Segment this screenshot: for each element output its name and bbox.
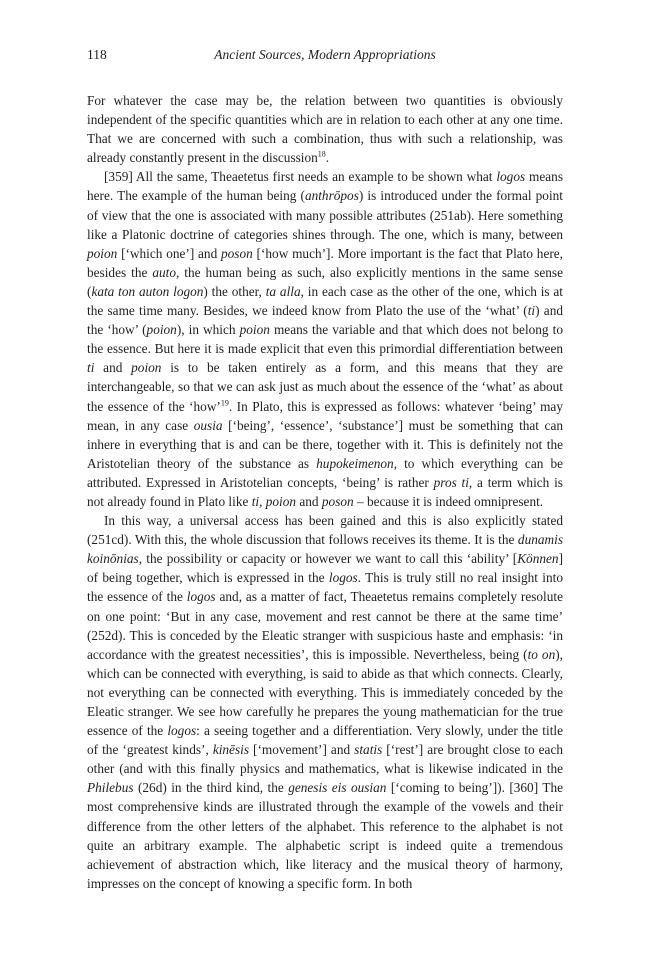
- text-run: and: [94, 360, 132, 376]
- italic-term: logos: [496, 169, 526, 185]
- text-run: . In Plato, this is expressed as follows: whatever ‘being’ may mean, in any case: [87, 398, 563, 433]
- text-run: ,: [259, 493, 266, 509]
- body-text: [87, 91, 563, 893]
- italic-term: logos: [186, 589, 216, 605]
- text-run: and: [296, 493, 322, 509]
- text-run: ), which can be connected with everything, is said to abide as that which connects. Clearly, not everything can be connected with everything. This is immediately conceded by the Eleatic stranger. We see how carefully he prepares the young mathematician for the true essence of the: [87, 646, 563, 739]
- text-run: and, as a matter of fact, Theaetetus remains completely resolute on one point: ‘But in any case, movement and rest cannot be there at the same time’ (252d). This is conceded by the Eleatic stranger with suspicious haste and emphasis: ‘in accordance with the greatest necessities’, this is impossible. Nevertheless, being (: [87, 589, 563, 662]
- italic-term: poion: [131, 360, 162, 376]
- italic-term: dunamis koinōnias: [87, 532, 563, 567]
- italic-term: poion: [146, 322, 177, 338]
- text-run: [‘how much’]. More important is the fact that Plato here, besides the: [87, 245, 563, 280]
- italic-term: ta alla: [265, 283, 301, 299]
- paragraph: [87, 167, 563, 511]
- text-run: – because it is indeed omnipresent.: [353, 493, 544, 509]
- running-header: [87, 46, 563, 64]
- text-run: , the possibility or capacity or however we want to call this ‘ability’ [: [138, 551, 518, 567]
- italic-term: Philebus: [87, 780, 134, 796]
- text-run: ) the other,: [203, 283, 266, 299]
- italic-term: hupokeimenon: [316, 455, 394, 471]
- text-run: , to which everything can be attributed. Expressed in Aristotelian concepts, ‘being’ is rather: [87, 455, 563, 490]
- text-run: ), in which: [176, 322, 240, 338]
- italic-term: poion: [239, 322, 270, 338]
- italic-term: ti: [87, 360, 95, 376]
- italic-term: ousia: [193, 417, 223, 433]
- italic-term: ti: [527, 303, 536, 319]
- text-run: [359] All the same, Theaetetus first needs an example to be shown what: [104, 169, 497, 185]
- text-run: : a seeing together and a differentiation. Very slowly, under the title of the ‘greatest kinds’,: [87, 723, 563, 758]
- italic-term: poson: [221, 245, 253, 261]
- running-title: Ancient Sources, Modern Appropriations: [214, 47, 436, 62]
- text-run: means the variable and that which does not belong to the essence. But here it is made explicit that even this primordial differentiation between: [87, 322, 563, 357]
- italic-term: poion: [87, 245, 118, 261]
- page-number: 118: [87, 47, 107, 62]
- text-run: ) is introduced under the formal point of view that the one is associated with many possible attributes (251ab). Here something like a Platonic doctrine of categories shines through. The one, which is many, between: [87, 188, 563, 242]
- text-run: [‘movement’] and: [249, 742, 355, 758]
- italic-term: kata ton auton logon: [91, 283, 204, 299]
- paragraph: [87, 511, 563, 893]
- text-run: . This is truly still no real insight into the essence of the: [87, 570, 563, 605]
- text-run: [‘coming to being’]). [360] The most comprehensive kinds are illustrated through the example of the vowels and their difference from the other letters of the alphabet. This reference to the alphabet is not quite an arbitrary example. The alphabetic script is indeed quite a tremendous achievement of abstraction which, like literacy and the musical theory of harmony, impresses on the concept of knowing a specific form. In both: [87, 780, 563, 891]
- text-run: , in each case as the other of the one, which is at the same time many. Besides, we indeed know from Plato the use of the ‘what’ (: [87, 283, 564, 319]
- text-run: [‘which one’] and: [117, 245, 221, 261]
- text-run: , a term which is not already found in Plato like: [87, 474, 563, 509]
- text-run: ] of being together, which is expressed in the: [87, 551, 563, 586]
- text-run: [‘being’, ‘essence’, ‘substance’] must be something that can inhere in everything that is and can be there, together with it. This is definitely not the Aristotelian theory of the substance as: [87, 417, 563, 471]
- italic-term: Können: [517, 551, 559, 567]
- paragraph: [87, 91, 563, 167]
- footnote-marker: 19: [220, 398, 229, 408]
- text-run: is to be taken entirely as a form, and this means that they are interchangeable, so that we can ask just as much about the essence of the ‘what’ as about the essence of the ‘how’: [87, 360, 563, 414]
- footnote-marker: 18: [317, 149, 326, 159]
- text-run: [‘rest’] are brought close to each other (and with this finally physics and mathematics, what is likewise indicated in the: [87, 742, 563, 777]
- italic-term: ti: [251, 493, 260, 509]
- italic-term: logos: [328, 570, 358, 586]
- text-run: (26d) in the third kind, the: [133, 780, 289, 796]
- italic-term: auto: [152, 264, 176, 280]
- text-run: .: [325, 150, 330, 166]
- italic-term: pros ti: [433, 474, 469, 490]
- italic-term: genesis eis ousian: [288, 780, 387, 796]
- text-run: In this way, a universal access has been gained and this is also explicitly stated (251cd). With this, the whole discussion that follows receives its theme. It is the: [87, 513, 563, 548]
- italic-term: poion: [265, 493, 297, 509]
- text-run: ) and the ‘how’ (: [87, 303, 563, 338]
- text-run: means here. The example of the human being (: [87, 169, 563, 204]
- text-run: For whatever the case may be, the relation between two quantities is obviously independent of the specific quantities which are in relation to each other at any one time. That we are concerned with such a combination, thus with such a relationship, was already constantly present in the discussion: [87, 93, 563, 166]
- italic-term: anthrōpos: [304, 188, 359, 204]
- text-run: , the human being as such, also explicitly mentions in the same sense (: [87, 264, 563, 299]
- italic-term: poson: [321, 493, 354, 509]
- italic-term: logos: [167, 723, 197, 739]
- italic-term: to on: [527, 646, 556, 662]
- italic-term: kinēsis: [212, 742, 250, 758]
- italic-term: statis: [354, 742, 383, 758]
